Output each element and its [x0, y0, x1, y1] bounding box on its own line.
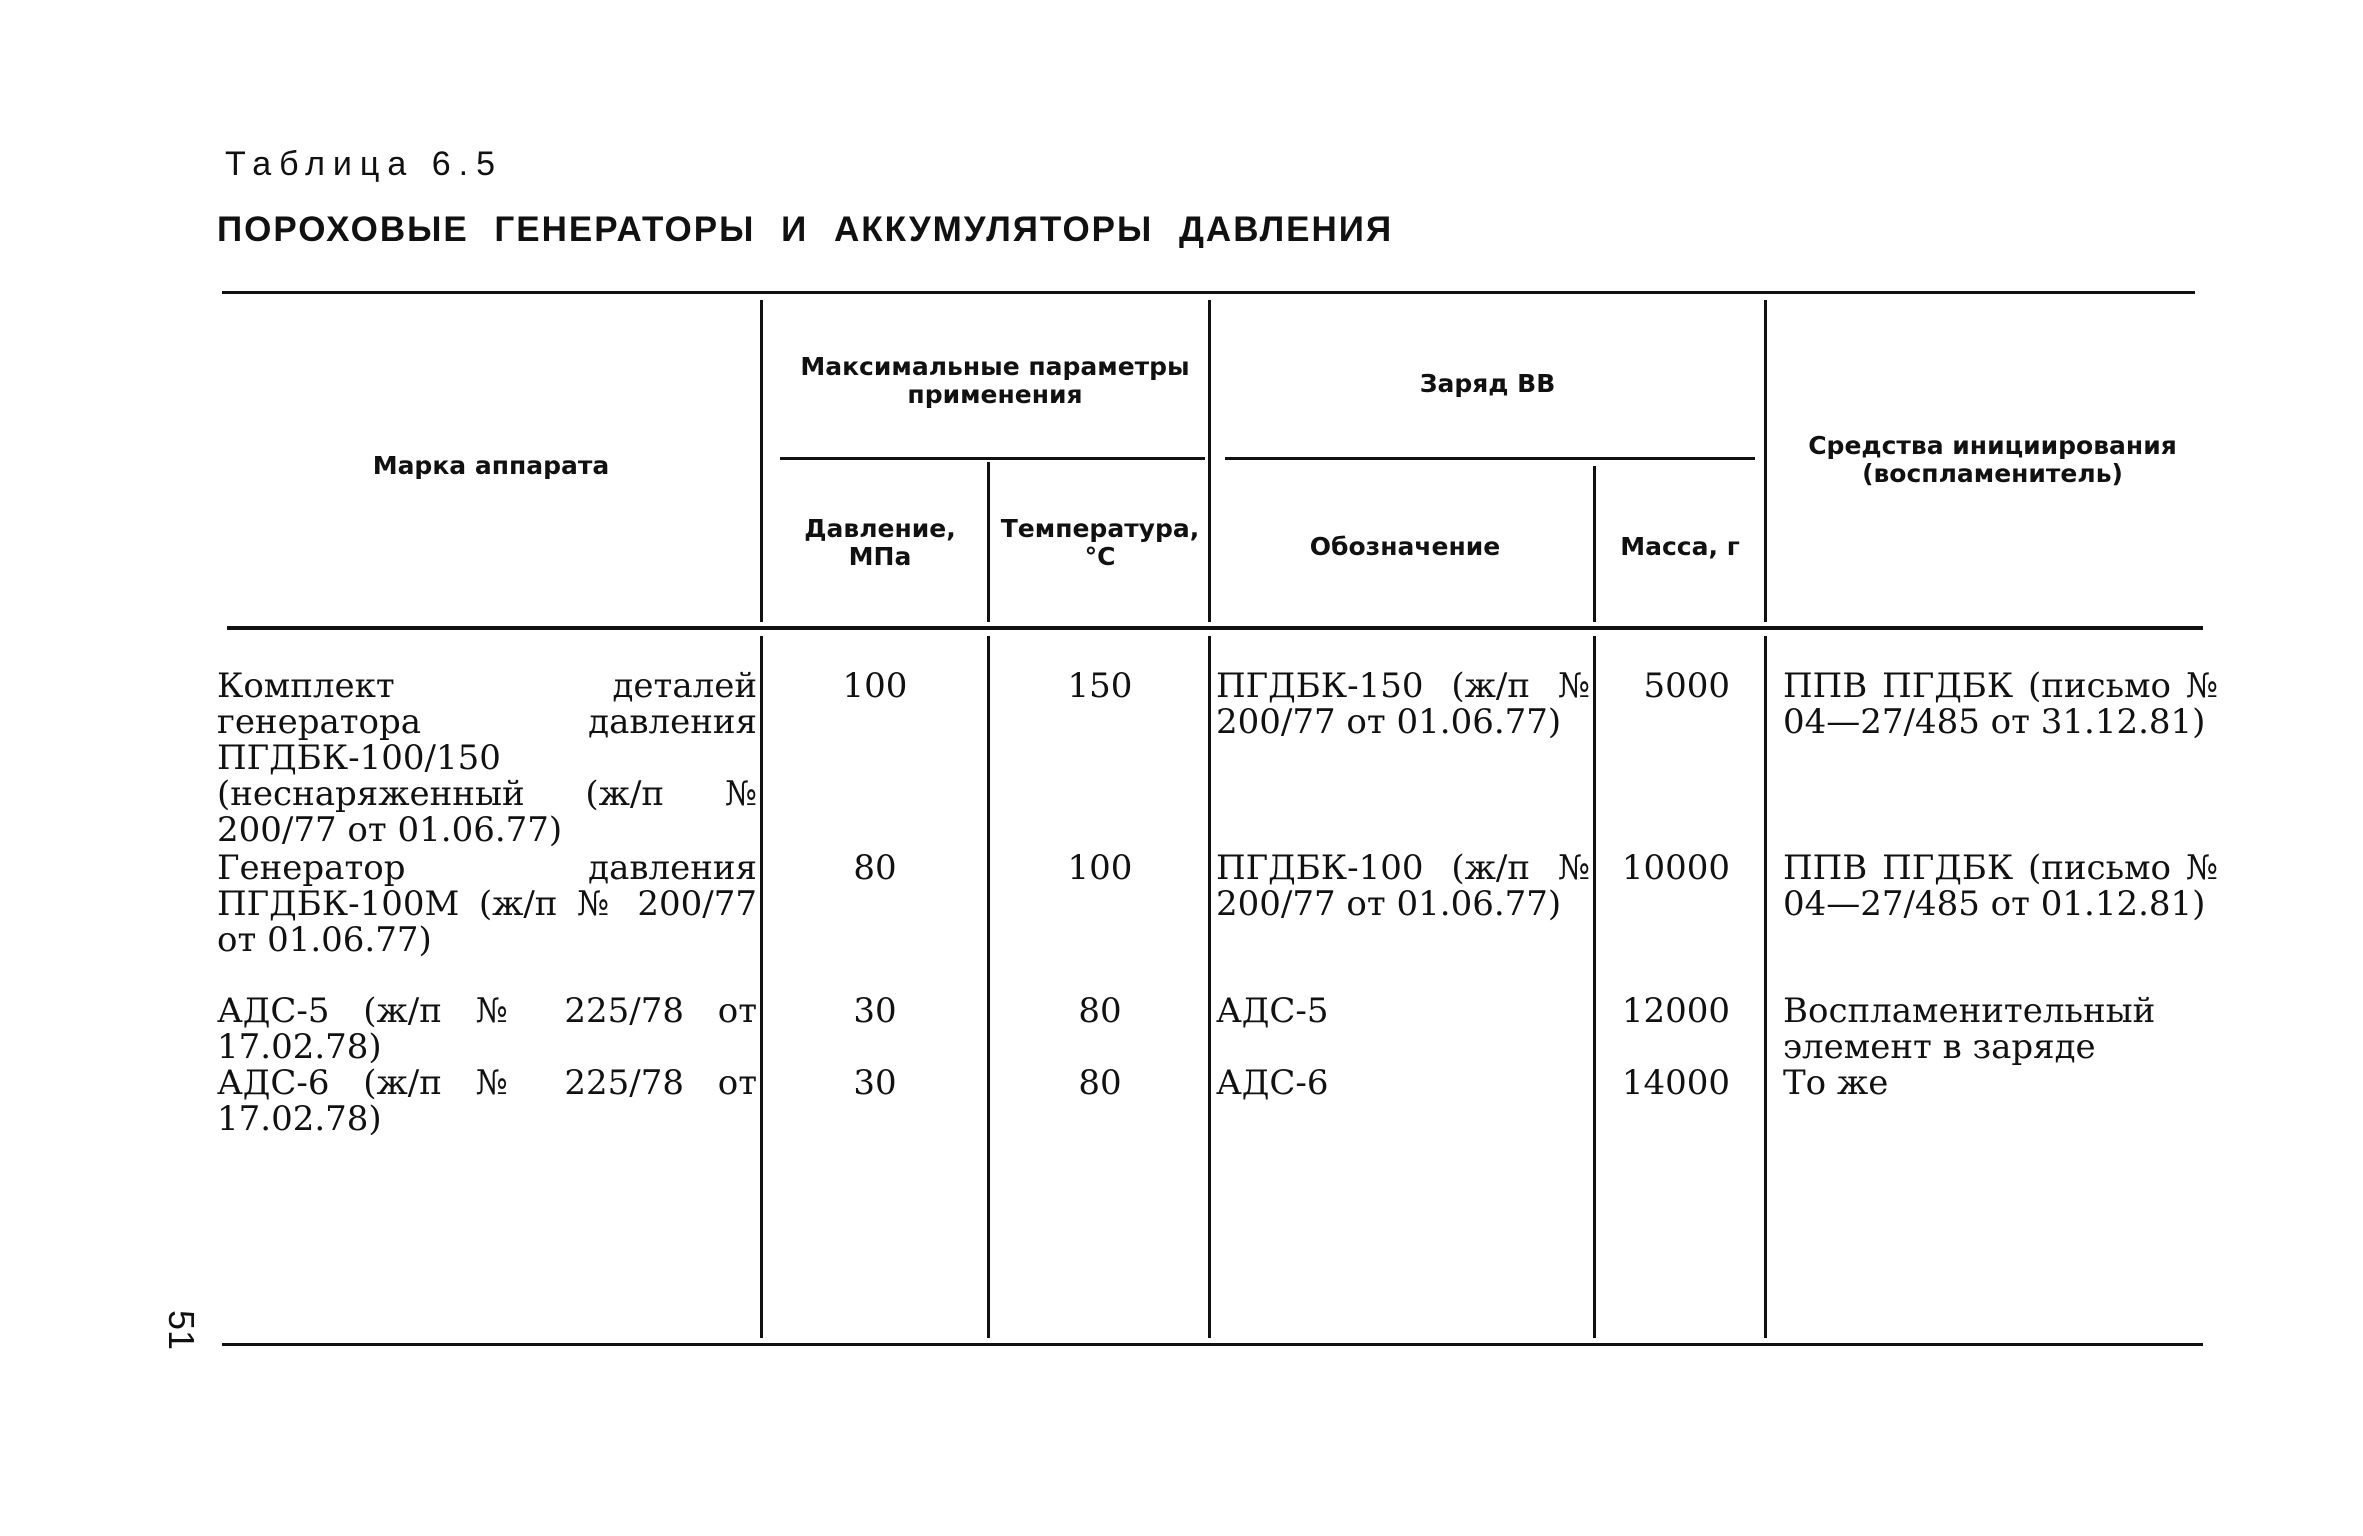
body-vline-5: [1764, 636, 1767, 1338]
charge-divider: [1225, 457, 1755, 460]
bottom-rule: [222, 1343, 2203, 1346]
row-4-initiation: То же: [1783, 1063, 1889, 1103]
header-charge: Заряд ВВ: [1419, 369, 1556, 398]
body-vline-4: [1593, 636, 1596, 1338]
row-3-mass: 12000: [1621, 991, 1730, 1031]
row-1-temperature: 150: [1067, 666, 1133, 706]
header-max-params: Максимальные параметры применения: [800, 352, 1190, 409]
row-2-brand: Генератор давления ПГДБК-100М (ж/п № 200/77 от 01.06.77): [217, 848, 757, 960]
body-vline-3: [1208, 636, 1211, 1338]
row-4-temperature: 80: [1078, 1063, 1122, 1103]
row-2-mass: 10000: [1621, 848, 1730, 888]
row-1-designation: ПГДБК-150 (ж/п № 200/77 от 01.06.77): [1216, 666, 1590, 742]
row-2-initiation: ППВ ПГДБК (письмо № 04—27/485 от 01.12.81): [1783, 848, 2218, 924]
header-brand: Марка аппарата: [372, 451, 610, 480]
header-vline-5: [1764, 300, 1767, 622]
row-3-temperature: 80: [1078, 991, 1122, 1031]
header-initiation: Средства инициирования (воспламенитель): [1808, 431, 2177, 488]
row-4-brand: АДС-6 (ж/п № 225/78 от 17.02.78): [217, 1063, 757, 1139]
body-vline-1: [760, 636, 763, 1338]
header-mass: Масса, г: [1620, 532, 1740, 561]
row-3-brand: АДС-5 (ж/п № 225/78 от 17.02.78): [217, 991, 757, 1067]
body-vline-2: [987, 636, 990, 1338]
top-rule: [222, 291, 2195, 294]
row-2-pressure: 80: [853, 848, 897, 888]
header-designation: Обозначение: [1309, 532, 1501, 561]
row-3-initiation: Воспламенительный элемент в заряде: [1783, 991, 2156, 1067]
row-4-mass: 14000: [1621, 1063, 1730, 1103]
header-bottom-rule: [227, 626, 2203, 630]
row-1-mass: 5000: [1643, 666, 1730, 706]
row-2-temperature: 100: [1067, 848, 1133, 888]
max-params-divider: [780, 457, 1205, 460]
row-1-brand: Комплект деталей генератора давления ПГДБК-100/150 (неснаряженный (ж/п № 200/77 от 01.06.77): [217, 666, 757, 850]
table-title: ПОРОХОВЫЕ ГЕНЕРАТОРЫ И АККУМУЛЯТОРЫ ДАВЛЕНИЯ: [217, 210, 1394, 249]
header-temperature: Температура, °С: [1000, 514, 1200, 571]
page-number: 51: [161, 1309, 202, 1351]
header-pressure: Давление, МПа: [804, 514, 956, 571]
header-vline-2: [987, 462, 990, 622]
row-3-designation: АДС-5: [1216, 991, 1329, 1031]
row-4-designation: АДС-6: [1216, 1063, 1329, 1103]
table-caption: Таблица 6.5: [225, 145, 504, 183]
row-2-designation: ПГДБК-100 (ж/п № 200/77 от 01.06.77): [1216, 848, 1590, 924]
row-4-pressure: 30: [853, 1063, 897, 1103]
header-vline-4: [1593, 466, 1596, 622]
header-vline-3: [1208, 300, 1211, 622]
row-1-initiation: ППВ ПГДБК (письмо № 04—27/485 от 31.12.81): [1783, 666, 2218, 742]
header-vline-1: [760, 300, 763, 622]
row-3-pressure: 30: [853, 991, 897, 1031]
row-1-pressure: 100: [842, 666, 908, 706]
